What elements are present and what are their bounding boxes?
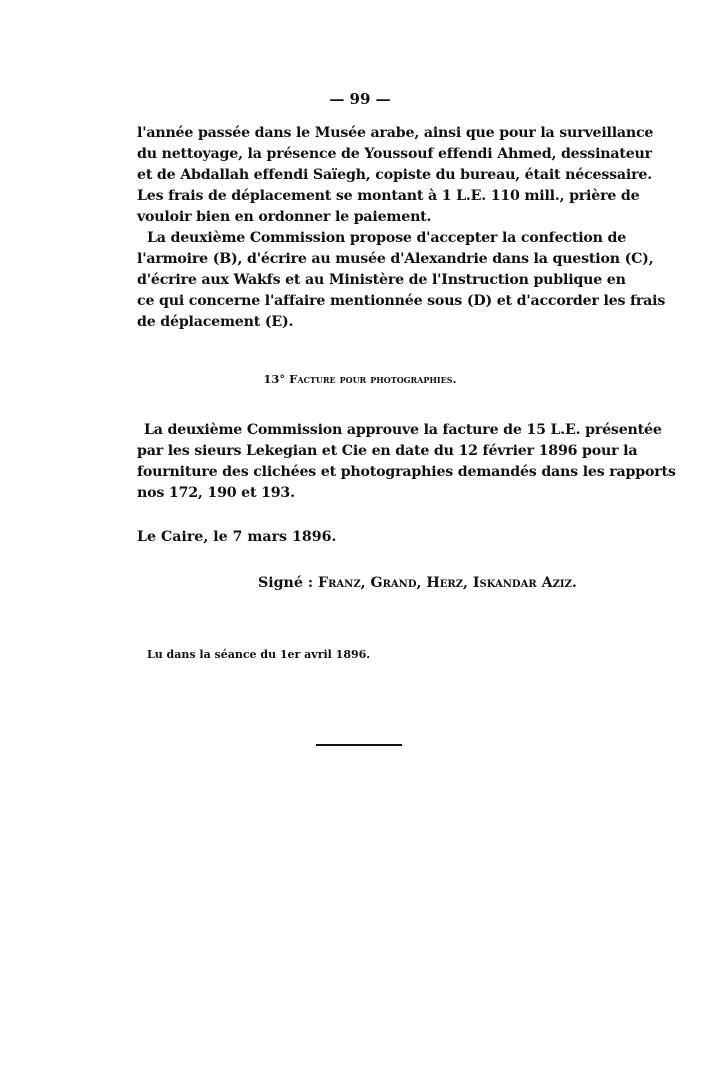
text-line: vouloir bien en ordonner le paiement. (137, 209, 432, 225)
signatory-names: Franz, Grand, Herz, Iskandar Aziz. (318, 575, 577, 591)
text-line: La deuxième Commission propose d'accepter la confection de (147, 230, 627, 246)
end-rule (316, 744, 402, 746)
text-line: nos 172, 190 et 193. (137, 485, 295, 501)
text-line: du nettoyage, la présence de Youssouf effendi Ahmed, dessinateur (137, 146, 652, 162)
text-line: Les frais de déplacement se montant à 1 L.E. 110 mill., prière de (137, 188, 640, 204)
text-line: l'année passée dans le Musée arabe, ainsi que pour la surveillance (137, 125, 654, 141)
date-line: Le Caire, le 7 mars 1896. (137, 529, 337, 545)
signature-label: Signé : (258, 575, 314, 591)
section-heading: 13° Facture pour photographies. (263, 372, 457, 386)
page-number: — 99 — (329, 90, 391, 108)
text-line: de déplacement (E). (137, 314, 294, 330)
text-line: et de Abdallah effendi Saïegh, copiste du bureau, était nécessaire. (137, 167, 652, 183)
text-line: par les sieurs Lekegian et Cie en date du 12 février 1896 pour la (137, 443, 638, 459)
signature-line (258, 575, 577, 591)
text-line: fourniture des clichées et photographies demandés dans les rapports (137, 464, 676, 480)
read-note: Lu dans la séance du 1er avril 1896. (147, 648, 371, 661)
text-line: ce qui concerne l'affaire mentionnée sous (D) et d'accorder les frais (137, 293, 666, 309)
text-line: l'armoire (B), d'écrire au musée d'Alexandrie dans la question (C), (137, 251, 654, 267)
text-line: d'écrire aux Wakfs et au Ministère de l'Instruction publique en (137, 272, 626, 288)
text-line: La deuxième Commission approuve la facture de 15 L.E. présentée (144, 422, 662, 438)
